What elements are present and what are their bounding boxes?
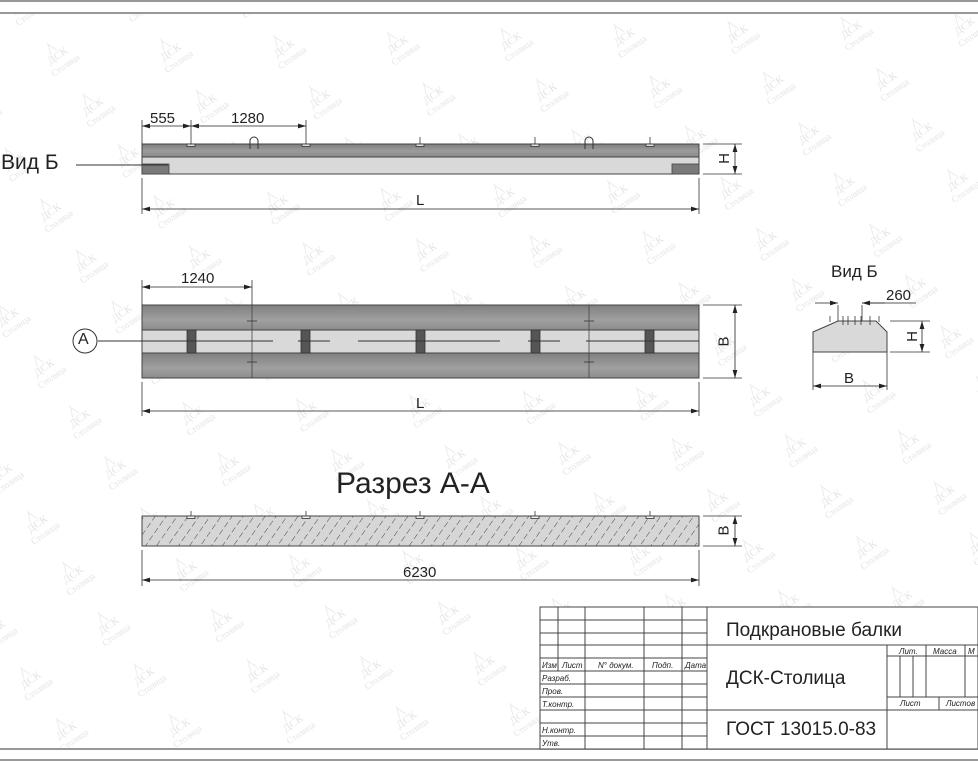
company-name: ДСК-Столица [726, 668, 846, 689]
dim-6230: 6230 [403, 564, 437, 581]
dim-width-end: B [844, 370, 855, 387]
row-norm-control: Н.контр. [542, 726, 576, 735]
sheets-label: Листов [946, 699, 976, 708]
end-view-title: Вид Б [831, 262, 878, 281]
dim-1280: 1280 [231, 110, 265, 127]
col-izm: Изм [542, 661, 557, 670]
product-name: Подкрановые балки [726, 620, 903, 641]
view-b-callout: Вид Б [1, 151, 59, 174]
standard-ref: ГОСТ 13015.0-83 [726, 719, 877, 740]
dim-length-plan: L [416, 395, 425, 412]
col-sign: Подп. [652, 661, 674, 670]
sheet-label: Лист [900, 699, 921, 708]
row-tech-control: Т.контр. [542, 700, 575, 709]
dim-height-section: B [715, 525, 733, 536]
dim-height-end: H [903, 331, 921, 342]
col-doc-num: N° докум. [598, 661, 634, 670]
row-checked: Пров. [542, 687, 564, 696]
mass-label: Масса [933, 647, 957, 656]
lit-label: Лит. [899, 647, 918, 656]
dim-height-top: H [715, 153, 733, 164]
dim-width-plan: B [715, 336, 733, 347]
dim-length-top: L [416, 192, 425, 209]
section-marker-a: A [78, 331, 89, 348]
section-title: Разрез А-А [336, 467, 490, 500]
row-approved: Утв. [542, 739, 561, 748]
dim-1240: 1240 [181, 270, 215, 287]
col-list: Лист [562, 661, 583, 670]
dim-555: 555 [150, 110, 176, 127]
scale-label: М [968, 647, 975, 656]
col-date: Дата [685, 661, 707, 670]
row-developed: Разраб. [542, 674, 571, 683]
dim-260: 260 [886, 287, 912, 304]
